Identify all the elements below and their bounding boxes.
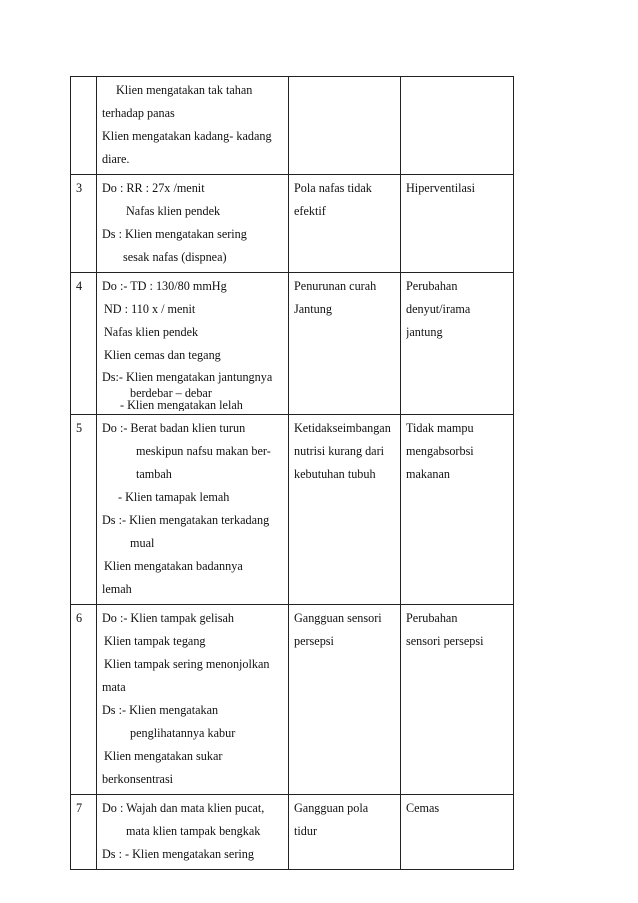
- data-line: mata: [102, 680, 126, 694]
- data-cell: [97, 605, 289, 795]
- problem-line: Perubahan: [406, 279, 458, 293]
- data-line: Klien cemas dan tegang: [104, 348, 221, 362]
- table-row: [71, 795, 514, 870]
- etiology-line: tidur: [294, 824, 318, 838]
- data-line: Do :- Berat badan klien turun: [102, 421, 246, 435]
- problem-cell: [401, 77, 514, 175]
- problem-line: makanan: [406, 467, 450, 481]
- etiology-cell: [289, 77, 401, 175]
- etiology-line: nutrisi kurang dari: [294, 444, 385, 458]
- etiology-line: kebutuhan tubuh: [294, 467, 376, 481]
- data-line: - Klien mengatakan lelah: [120, 399, 243, 411]
- data-line: Klien mengatakan tak tahan: [116, 83, 253, 97]
- data-line: diare.: [102, 152, 130, 166]
- data-line: ND : 110 x / menit: [104, 302, 196, 316]
- etiology-line: Gangguan sensori: [294, 611, 382, 625]
- etiology-cell: [289, 273, 401, 415]
- row-number: 5: [71, 415, 97, 605]
- data-line: Ds:- Klien mengatakan jantungnya: [102, 370, 273, 384]
- data-line: mual: [130, 536, 155, 550]
- data-line: mata klien tampak bengkak: [126, 824, 261, 838]
- etiology-line: efektif: [294, 204, 326, 218]
- problem-cell: [401, 795, 514, 870]
- row-number: 6: [71, 605, 97, 795]
- etiology-line: Penurunan curah: [294, 279, 377, 293]
- table-row: [71, 415, 514, 605]
- table-row: [71, 273, 514, 415]
- data-line: Do : RR : 27x /menit: [102, 181, 205, 195]
- data-line: terhadap panas: [102, 106, 175, 120]
- etiology-line: Ketidakseimbangan: [294, 421, 391, 435]
- data-line: penglihatannya kabur: [130, 726, 236, 740]
- data-line: Klien mengatakan badannya: [104, 559, 243, 573]
- problem-line: Hiperventilasi: [406, 181, 476, 195]
- problem-line: Cemas: [406, 801, 440, 815]
- problem-line: sensori persepsi: [406, 634, 484, 648]
- problem-cell: [401, 175, 514, 273]
- data-line: Nafas klien pendek: [126, 204, 221, 218]
- data-line: Klien mengatakan sukar: [104, 749, 223, 763]
- etiology-cell: [289, 605, 401, 795]
- data-line: berkonsentrasi: [102, 772, 174, 786]
- etiology-line: Gangguan pola: [294, 801, 369, 815]
- problem-cell: [401, 273, 514, 415]
- data-line: - Klien tamapak lemah: [118, 490, 230, 504]
- data-line: Ds : Klien mengatakan sering: [102, 227, 247, 241]
- data-line: berdebar – debar: [130, 387, 212, 399]
- problem-line: denyut/irama: [406, 302, 471, 316]
- data-line: Ds :- Klien mengatakan terkadang: [102, 513, 270, 527]
- data-line: Ds :- Klien mengatakan: [102, 703, 219, 717]
- etiology-line: Jantung: [294, 302, 332, 316]
- row-number: 7: [71, 795, 97, 870]
- etiology-line: persepsi: [294, 634, 334, 648]
- problem-line: Perubahan: [406, 611, 458, 625]
- data-line: meskipun nafsu makan ber-: [136, 444, 271, 458]
- data-cell: [97, 415, 289, 605]
- row-number: 3: [71, 175, 97, 273]
- etiology-cell: [289, 795, 401, 870]
- etiology-line: Pola nafas tidak: [294, 181, 372, 195]
- data-cell: [97, 175, 289, 273]
- problem-line: jantung: [406, 325, 443, 339]
- data-line: Ds : - Klien mengatakan sering: [102, 847, 254, 861]
- data-line: Klien tampak sering menonjolkan: [104, 657, 270, 671]
- etiology-cell: [289, 415, 401, 605]
- etiology-cell: [289, 175, 401, 273]
- table-row: [71, 77, 514, 175]
- table-row: [71, 605, 514, 795]
- data-line: Klien tampak tegang: [104, 634, 206, 648]
- problem-line: Tidak mampu: [406, 421, 474, 435]
- data-line: lemah: [102, 582, 132, 596]
- data-line: Do :- TD : 130/80 mmHg: [102, 279, 227, 293]
- problem-line: mengabsorbsi: [406, 444, 474, 458]
- data-cell: [97, 795, 289, 870]
- data-line: Nafas klien pendek: [104, 325, 199, 339]
- data-cell: [97, 273, 289, 415]
- data-line: tambah: [136, 467, 172, 481]
- data-line: Klien mengatakan kadang- kadang: [102, 129, 272, 143]
- data-line: sesak nafas (dispnea): [123, 250, 227, 264]
- data-cell: [97, 77, 289, 175]
- row-number: [71, 77, 97, 175]
- diagnosis-table: [70, 76, 514, 870]
- problem-cell: [401, 605, 514, 795]
- row-number: 4: [71, 273, 97, 415]
- data-line: Do : Wajah dan mata klien pucat,: [102, 801, 265, 815]
- data-line: Do :- Klien tampak gelisah: [102, 611, 234, 625]
- table-row: [71, 175, 514, 273]
- problem-cell: [401, 415, 514, 605]
